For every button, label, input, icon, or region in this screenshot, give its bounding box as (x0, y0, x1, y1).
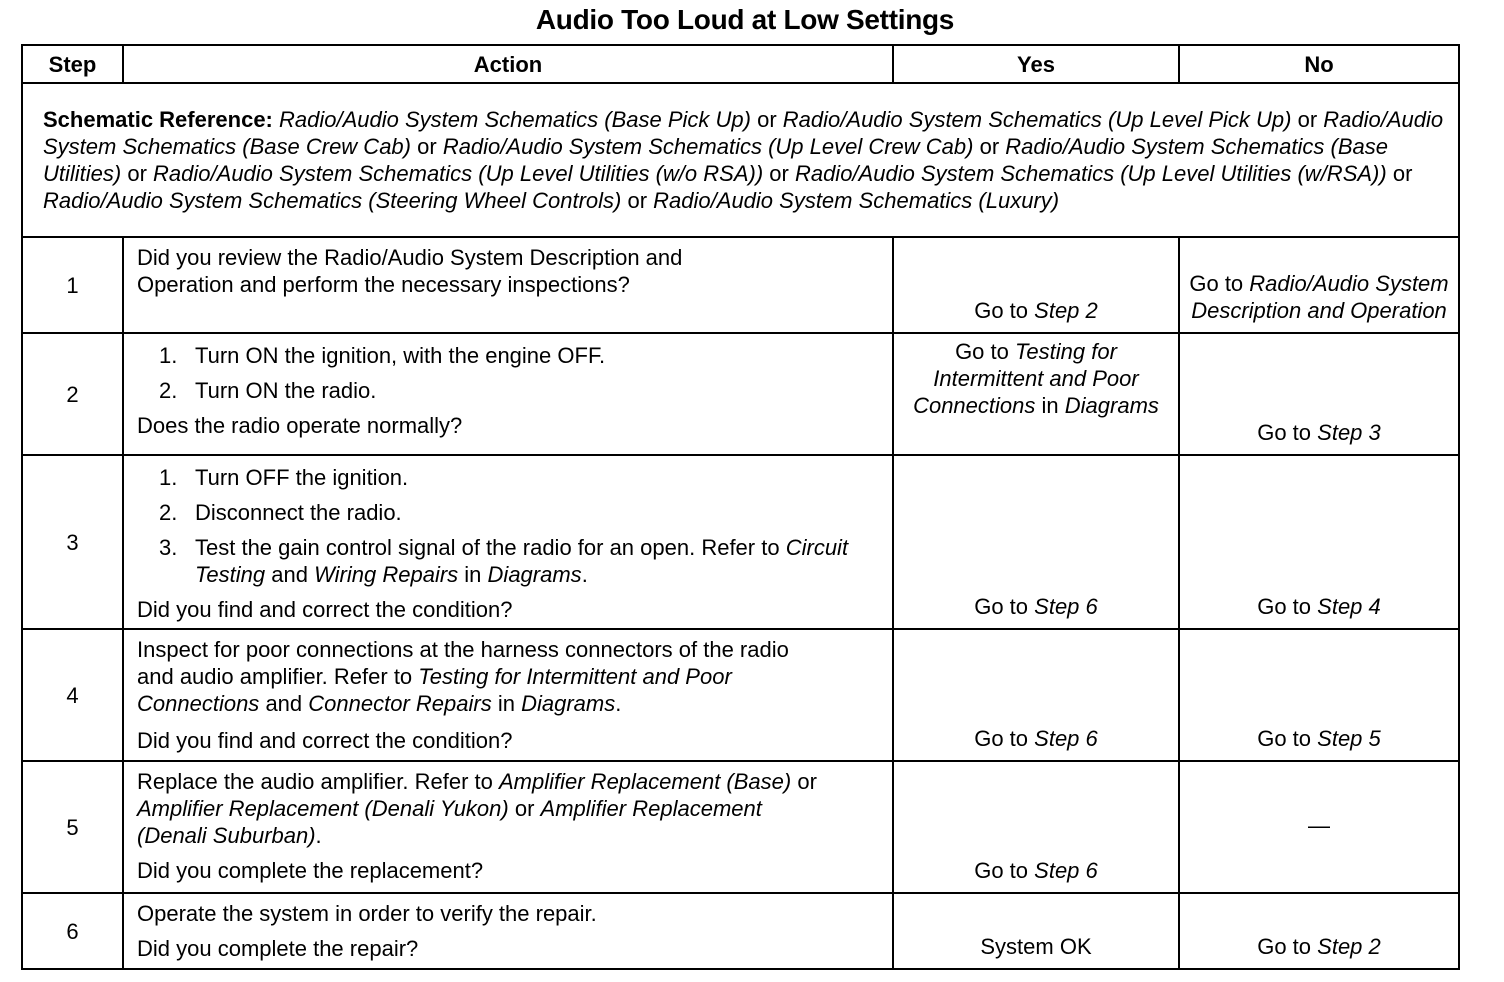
joiner: in (497, 691, 515, 716)
yes-prefix: Go to (955, 339, 1009, 364)
action-cell (123, 333, 893, 455)
yes-cell (893, 629, 1179, 761)
no-link[interactable]: Step 5 (1317, 726, 1381, 751)
reference-link[interactable]: Circuit Testing (195, 535, 849, 587)
no-prefix: Go to (1257, 726, 1312, 751)
action-cell (123, 893, 893, 969)
question: Does the radio operate normally? (137, 413, 463, 438)
schematic-ref[interactable]: Radio/Audio System Schematics (Steering Wheel Controls) (43, 188, 622, 213)
schematic-ref[interactable]: Radio/Audio System Schematics (Up Level Utilities (w/RSA)) (794, 161, 1387, 186)
reference-link[interactable]: Diagrams (487, 562, 582, 587)
diagnostic-table (21, 44, 1460, 970)
schematic-ref[interactable]: Radio/Audio System Schematics (Base Crew Cab) (43, 107, 1444, 159)
schematic-reference-row (22, 83, 1459, 237)
schematic-ref[interactable]: Radio/Audio System Schematics (Up Level Crew Cab) (442, 134, 974, 159)
reference-link[interactable]: Diagrams (521, 691, 616, 716)
no-link[interactable]: Radio/Audio System Description and Operation (1191, 271, 1449, 323)
header-yes: Yes (893, 45, 1179, 83)
step-number: 4 (22, 629, 123, 761)
yes-link[interactable]: Testing for Intermittent and Poor Connections (913, 339, 1139, 418)
schematic-ref[interactable]: Radio/Audio System Schematics (Luxury) (653, 188, 1060, 213)
substep-text: Turn ON the ignition, with the engine OFF. (195, 343, 606, 368)
schematic-ref[interactable]: Radio/Audio System Schematics (Base Utilities) (43, 134, 1389, 186)
yes-value: System OK (980, 934, 1092, 959)
yes-link[interactable]: Step 6 (1034, 858, 1098, 883)
substep-number: 1. (159, 343, 178, 368)
yes-cell (893, 761, 1179, 893)
substep-text: Turn ON the radio. (195, 378, 377, 403)
schematic-ref[interactable]: Radio/Audio System Schematics (Up Level Pick Up) (782, 107, 1292, 132)
step-number: 6 (22, 893, 123, 969)
no-link[interactable]: Step 2 (1317, 934, 1381, 959)
no-value-dash: — (1308, 812, 1330, 838)
punctuation: . (581, 562, 588, 587)
joiner: or (514, 796, 535, 821)
header-no: No (1179, 45, 1459, 83)
action-text (137, 636, 880, 717)
table-row-step-6 (22, 893, 1459, 969)
yes-prefix: Go to (974, 298, 1029, 323)
schematic-ref[interactable]: Radio/Audio System Schematics (Up Level Utilities (w/o RSA)) (153, 161, 764, 186)
no-cell (1179, 455, 1459, 629)
substep (159, 499, 880, 526)
no-prefix: Go to (1257, 420, 1312, 445)
joiner: and (271, 562, 308, 587)
joiner: and (265, 691, 303, 716)
substep (159, 464, 880, 491)
yes-prefix: Go to (974, 858, 1029, 883)
yes-cell (893, 893, 1179, 969)
no-link[interactable]: Step 3 (1317, 420, 1381, 445)
reference-link[interactable]: Testing for Intermittent and Poor Connections (137, 664, 732, 716)
question: Did you find and correct the condition? (137, 728, 513, 753)
action-cell (123, 455, 893, 629)
substep-text: Turn OFF the ignition. (195, 465, 409, 490)
yes-cell (893, 333, 1179, 455)
question: Did you find and correct the condition? (137, 597, 513, 622)
substep-number: 1. (159, 465, 178, 490)
action-text-main: Inspect for poor connections at the harness connectors of the radio and audio amplifier. Refer to (137, 637, 789, 689)
schematic-reference (22, 83, 1459, 237)
no-prefix: Go to (1257, 594, 1312, 619)
substep-text: Disconnect the radio. (195, 500, 402, 525)
action-text: Did you review the Radio/Audio System Description and Operation and perform the necessary inspections? (137, 245, 683, 297)
no-prefix: Go to (1257, 934, 1312, 959)
no-cell (1179, 893, 1459, 969)
joiner: or (797, 769, 817, 794)
schematic-ref[interactable]: Radio/Audio System Schematics (Base Pick Up) (279, 107, 751, 132)
no-prefix: Go to (1189, 271, 1244, 296)
joiner: or (769, 161, 789, 186)
table-row-step-1 (22, 237, 1459, 333)
joiner: or (627, 188, 648, 213)
joiner: or (1392, 161, 1413, 186)
joiner: or (417, 134, 437, 159)
schematic-label: Schematic Reference: (43, 107, 273, 132)
yes-link[interactable]: Step 2 (1034, 298, 1098, 323)
substep-text (195, 534, 880, 588)
table-row-step-4 (22, 629, 1459, 761)
step-number: 3 (22, 455, 123, 629)
document-title: Audio Too Loud at Low Settings (535, 4, 955, 35)
joiner: or (127, 161, 147, 186)
yes-cell (893, 237, 1179, 333)
punctuation: . (315, 823, 322, 848)
no-cell (1179, 629, 1459, 761)
action-cell (123, 761, 893, 893)
action-text: Operate the system in order to verify the repair. (137, 901, 597, 926)
header-step: Step (22, 45, 123, 83)
yes-link[interactable]: Diagrams (1064, 393, 1159, 418)
joiner: or (1297, 107, 1318, 132)
no-cell (1179, 333, 1459, 455)
substep (159, 534, 880, 588)
yes-prefix: Go to (974, 594, 1029, 619)
no-cell (1179, 237, 1459, 333)
yes-prefix: Go to (974, 726, 1029, 751)
reference-link[interactable]: Amplifier Replacement (Denali Yukon) (137, 796, 509, 821)
reference-link[interactable]: Amplifier Replacement (Denali Suburban) (137, 796, 762, 848)
substep-number: 2. (159, 500, 178, 525)
reference-link[interactable]: Amplifier Replacement (Base) (499, 769, 792, 794)
substep (159, 377, 880, 404)
action-cell (123, 629, 893, 761)
header-row (22, 45, 1459, 83)
question: Did you complete the replacement? (137, 858, 484, 883)
substep-number: 2. (159, 378, 178, 403)
joiner: or (979, 134, 1000, 159)
punctuation: . (615, 691, 622, 716)
header-action: Action (123, 45, 893, 83)
table-row-step-3 (22, 455, 1459, 629)
yes-cell (893, 455, 1179, 629)
step-number: 2 (22, 333, 123, 455)
reference-link[interactable]: Wiring Repairs (314, 562, 459, 587)
table-row-step-2 (22, 333, 1459, 455)
step-number: 5 (22, 761, 123, 893)
yes-link[interactable]: Step 6 (1034, 726, 1098, 751)
table-row-step-5 (22, 761, 1459, 893)
action-text-main: Replace the audio amplifier. Refer to (137, 769, 493, 794)
yes-link[interactable]: Step 6 (1034, 594, 1098, 619)
substep-text-main: Test the gain control signal of the radio for an open. Refer to (195, 535, 780, 560)
reference-link[interactable]: Connector Repairs (308, 691, 492, 716)
joiner: in (464, 562, 482, 587)
question: Did you complete the repair? (137, 936, 419, 961)
substep (159, 342, 880, 369)
step-number: 1 (22, 237, 123, 333)
substep-number: 3. (159, 535, 178, 560)
joiner: or (757, 107, 777, 132)
no-cell (1179, 761, 1459, 893)
no-link[interactable]: Step 4 (1317, 594, 1381, 619)
action-cell (123, 237, 893, 333)
action-text (137, 768, 880, 849)
yes-mid: in (1041, 393, 1059, 418)
